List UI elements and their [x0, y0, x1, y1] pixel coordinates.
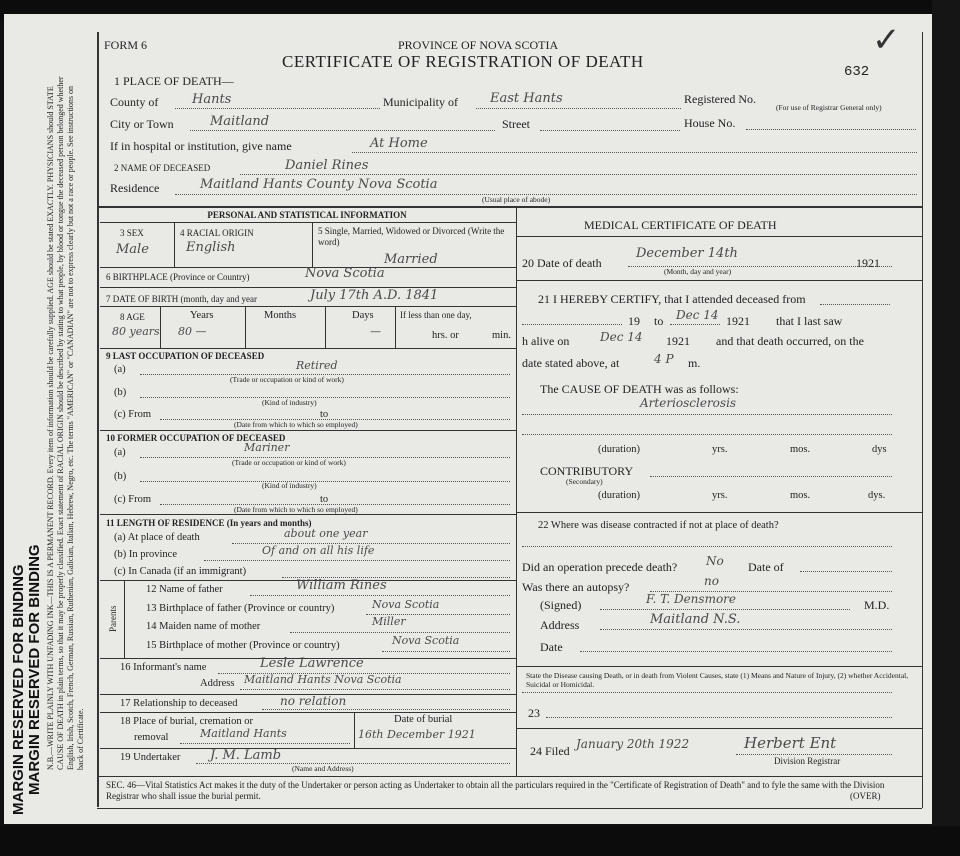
trade-note-2: (Trade or occupation or kind of work) — [232, 458, 346, 467]
informant-address-label: Address — [200, 678, 235, 689]
dates-note: (Date from which to which so employed) — [234, 420, 358, 429]
years-label: Years — [190, 310, 214, 321]
hrs-label: hrs. or — [432, 330, 459, 341]
sex-value: Male — [116, 242, 149, 257]
form-right-border — [922, 32, 923, 808]
alive-on-value: Dec 14 — [600, 330, 643, 344]
medical-rule-24 — [516, 728, 922, 729]
mother-label: 14 Maiden name of mother — [146, 621, 261, 632]
former-occupation-label: 10 FORMER OCCUPATION OF DECEASED — [106, 433, 286, 443]
row-rule-10 — [100, 430, 516, 431]
form-left-border — [97, 32, 99, 807]
min-label: min. — [492, 330, 511, 341]
date-of-death-year: 1921 — [856, 256, 880, 270]
months-label: Months — [264, 310, 297, 321]
county-line — [175, 108, 380, 109]
to-label-2: to — [320, 494, 329, 505]
burial-line — [180, 743, 350, 744]
medical-rule-21 — [516, 280, 922, 281]
row-rule-18 — [100, 712, 516, 713]
over-label: (OVER) — [850, 791, 881, 801]
registrar-note: Division Registrar — [774, 756, 841, 766]
residence-label: Residence — [110, 181, 160, 195]
row-rule-7 — [100, 287, 516, 288]
item-23-label: 23 — [528, 706, 540, 720]
filed-label: 24 Filed — [530, 744, 570, 758]
m-label: m. — [688, 356, 701, 370]
in-province-value: Of and on all his life — [262, 544, 375, 557]
form-number: FORM 6 — [104, 38, 148, 52]
operation-date-line — [800, 571, 892, 572]
yrs-label-2: yrs. — [712, 490, 728, 501]
nineteen-label: 19 — [628, 314, 640, 328]
father-birthplace-label: 13 Birthplace of father (Province or country) — [146, 603, 335, 614]
burial-date-label: Date of burial — [394, 714, 453, 725]
deceased-name-line — [240, 174, 917, 175]
industry-note: (Kind of industry) — [262, 398, 317, 407]
name-address-note: (Name and Address) — [292, 764, 354, 773]
check-mark: ✓ — [872, 22, 901, 59]
scan-right-border — [932, 0, 960, 856]
mother-line — [290, 632, 510, 633]
attended-from-line — [522, 324, 622, 325]
physician-address-value: Maitland N.S. — [650, 612, 741, 627]
hospital-line — [352, 152, 917, 153]
days-divider — [395, 306, 396, 348]
autopsy-value: no — [704, 574, 719, 588]
in-canada-label: (c) In Canada (if an immigrant) — [114, 566, 247, 577]
registrar-signature: Herbert Ent — [744, 734, 837, 752]
alive-label: h alive on — [522, 334, 570, 348]
binding-margin-text-2: MARGIN RESERVED FOR BINDING — [26, 544, 43, 795]
sec-46-note: SEC. 46—Vital Statistics Act makes it the duty of the Undertaker or person acting as Undertaker to obtain all the particulars required in the "Certificate of Registration of Death" and to fyle the same with the Division Registrar who shall issue the burial permit. — [106, 780, 885, 801]
contributory-label: CONTRIBUTORY — [540, 464, 634, 478]
father-line — [250, 595, 510, 596]
md-label: M.D. — [864, 598, 890, 612]
cause-value: Arteriosclerosis — [640, 396, 737, 410]
days-value: — — [370, 325, 381, 338]
residence-note: (Usual place of abode) — [482, 195, 551, 204]
city-value: Maitland — [210, 114, 270, 129]
house-no-label: House No. — [684, 116, 736, 130]
to-label-med: to — [654, 314, 664, 328]
parents-label: Parents — [108, 605, 118, 632]
burial-date-value: 16th December 1921 — [358, 728, 476, 741]
last-occ-b-line — [140, 397, 510, 398]
row-rule-8 — [100, 306, 516, 307]
disease-note: State the Disease causing Death, or in death from Violent Causes, state (1) Means and Nature of Injury, (2) whether Accidental, Suicidal or Homicidal. — [526, 671, 909, 689]
personal-info-heading: PERSONAL AND STATISTICAL INFORMATION — [207, 210, 407, 220]
autopsy-label: Was there an autopsy? — [522, 580, 630, 594]
at-place-value: about one year — [284, 527, 368, 540]
row-rule-11 — [100, 514, 516, 515]
relationship-label: 17 Relationship to deceased — [120, 698, 238, 709]
footer-rule — [97, 776, 922, 777]
signed-line — [600, 609, 850, 610]
date-stated-text: date stated above, at — [522, 356, 620, 370]
item-23-line — [546, 717, 892, 718]
age-label: 8 AGE — [120, 312, 145, 322]
dates-note-2: (Date from which to which so employed) — [234, 505, 358, 514]
trade-note: (Trade or occupation or kind of work) — [230, 375, 344, 384]
length-of-residence-label: 11 LENGTH OF RESIDENCE (In years and months) — [106, 518, 312, 528]
contributory-line — [650, 476, 892, 477]
attended-to-value: Dec 14 — [676, 308, 719, 322]
registered-no-label: Registered No. — [684, 92, 756, 106]
dys-label-2: dys. — [868, 490, 886, 501]
former-occupation-value: Mariner — [244, 441, 290, 454]
contracted-line — [522, 546, 892, 547]
residence-value: Maitland Hants County Nova Scotia — [200, 177, 438, 192]
burial-place-value: Maitland Hants — [200, 727, 287, 740]
municipality-label: Municipality of — [383, 95, 458, 109]
in-province-line — [204, 560, 510, 561]
province-title: PROVINCE OF NOVA SCOTIA — [398, 38, 559, 52]
last-occupation-value: Retired — [296, 359, 338, 372]
undertaker-label: 19 Undertaker — [120, 752, 181, 763]
duration-label-2: (duration) — [598, 490, 640, 501]
operation-value: No — [706, 554, 724, 568]
mother-birthplace-value: Nova Scotia — [392, 634, 460, 647]
relationship-line — [262, 709, 510, 710]
date-label-3: Date — [540, 640, 563, 654]
industry-note-2: (Kind of industry) — [262, 481, 317, 490]
father-label: 12 Name of father — [146, 584, 223, 595]
years-value: 80 — — [178, 325, 207, 338]
marital-label: 5 Single, Married, Widowed or Divorced (Write the word) — [318, 226, 505, 247]
last-occupation-label: 9 LAST OCCUPATION OF DECEASED — [106, 351, 265, 361]
hospital-label: If in hospital or institution, give name — [110, 139, 292, 153]
last-saw-text: that I last saw — [776, 314, 843, 328]
certify-line — [820, 304, 890, 305]
racial-divider — [312, 222, 313, 267]
section-divider — [97, 206, 922, 208]
scan-bottom-border — [0, 826, 960, 856]
date-of-label: Date of — [748, 560, 784, 574]
racial-value: English — [186, 240, 236, 255]
city-label: City or Town — [110, 117, 174, 131]
from-label: (c) From — [114, 409, 152, 420]
birthplace-label: 6 BIRTHPLACE (Province or Country) — [106, 272, 250, 282]
father-birthplace-value: Nova Scotia — [372, 598, 440, 611]
months-divider — [325, 306, 326, 348]
row-rule-9 — [100, 348, 516, 349]
place-of-death-label: 1 PLACE OF DEATH— — [114, 74, 234, 88]
informant-label: 16 Informant's name — [120, 662, 207, 673]
certify-text: 21 I HEREBY CERTIFY, that I attended deceased from — [538, 292, 806, 306]
death-occurred-text: and that death occurred, on the — [716, 334, 864, 348]
dob-label: 7 DATE OF BIRTH (month, day and year — [106, 294, 257, 304]
yrs-label-1: yrs. — [712, 444, 728, 455]
mos-label-1: mos. — [790, 444, 811, 455]
at-place-label: (a) At place of death — [114, 532, 200, 543]
column-divider — [516, 206, 517, 776]
physician-address-line — [600, 629, 892, 630]
street-line — [540, 130, 680, 131]
racial-label: 4 RACIAL ORIGIN — [180, 228, 254, 238]
cause-line-2 — [522, 434, 892, 435]
mother-birthplace-line — [382, 651, 510, 652]
filed-value: January 20th 1922 — [576, 737, 690, 751]
registered-note: (For use of Registrar General only) — [776, 103, 882, 112]
municipality-line — [476, 108, 681, 109]
medical-heading-rule — [516, 236, 922, 237]
mos-label-2: mos. — [790, 490, 811, 501]
binding-margin-text-1: MARGIN RESERVED FOR BINDING — [10, 564, 27, 815]
in-province-label: (b) In province — [114, 549, 177, 560]
alive-year: 1921 — [666, 334, 690, 348]
medical-heading: MEDICAL CERTIFICATE OF DEATH — [584, 218, 777, 232]
attended-year: 1921 — [726, 314, 750, 328]
burial-divider — [354, 712, 355, 748]
relationship-value: no relation — [280, 694, 347, 708]
date-note: (Month, day and year) — [664, 267, 732, 276]
dys-label-1: dys — [872, 444, 887, 455]
signed-label: (Signed) — [540, 598, 582, 612]
registrar-line — [736, 754, 892, 755]
house-no-line — [746, 129, 916, 130]
cause-label: The CAUSE OF DEATH was as follows: — [540, 382, 739, 396]
father-value: William Rines — [296, 578, 387, 593]
hospital-value: At Home — [370, 136, 428, 151]
removal-label: removal — [134, 732, 169, 743]
certificate-number: 632 — [844, 64, 870, 80]
date-of-death-label: 20 Date of death — [522, 256, 602, 270]
date-of-death-value: December 14th — [636, 246, 738, 261]
parents-divider — [124, 580, 125, 658]
age-value: 80 years — [112, 325, 160, 338]
personal-heading-rule — [100, 222, 516, 223]
county-value: Hants — [192, 92, 232, 107]
physician-address-label: Address — [540, 618, 580, 632]
days-label: Days — [352, 310, 374, 321]
mother-value: Miller — [372, 615, 406, 628]
former-occ-b-line — [140, 481, 510, 482]
signed-value: F. T. Densmore — [646, 592, 737, 606]
years-divider — [245, 306, 246, 348]
burial-label: 18 Place of burial, cremation or — [120, 716, 253, 727]
cause-line-1 — [522, 414, 892, 415]
sex-label: 3 SEX — [120, 228, 144, 238]
birthplace-value: Nova Scotia — [305, 266, 385, 281]
marital-value: Married — [384, 252, 438, 267]
note-line — [522, 692, 892, 693]
to-label: to — [320, 409, 329, 420]
informant-value: Lesle Lawrence — [260, 656, 364, 671]
hour-value: 4 P — [654, 352, 674, 366]
mother-birthplace-label: 15 Birthplace of mother (Province or country) — [146, 640, 340, 651]
contracted-label: 22 Where was disease contracted if not at place of death? — [538, 520, 779, 531]
city-line — [190, 130, 495, 131]
deceased-name-value: Daniel Rines — [285, 158, 369, 173]
dob-value: July 17th A.D. 1841 — [310, 288, 439, 303]
county-label: County of — [110, 95, 159, 109]
form-bottom-border — [97, 808, 922, 809]
duration-label-1: (duration) — [598, 444, 640, 455]
sex-divider — [174, 222, 175, 267]
age-divider — [160, 306, 161, 348]
row-rule-19 — [100, 748, 516, 749]
undertaker-value: J. M. Lamb — [210, 748, 282, 763]
medical-rule-22 — [516, 512, 922, 513]
attended-to-line — [670, 324, 720, 325]
instructions-note: N.B.—WRITE PLAINLY WITH UNFADING INK—THIS IS A PERMANENT RECORD. Every item of information should be carefully supplied. AGE should be stated EXACTLY. PHYSICIANS should STATE CAUSE OF DEATH in plain terms, so that it may be properly classified. Exact statement of RACIAL ORIGIN should be described by stating to what people, by blood or tongue the deceased person belonged whether English, Irish, Scotch, French, German, Russian, Ruthenian, Galician, Italian, Hebrew, Negro, etc. The terms "AMERICAN" or "CANADIAN" are not to express clearly but not a race or people. See instructions on back of Certificate. — [46, 76, 85, 770]
less-than-day-label: If less than one day, — [400, 310, 472, 320]
operation-label: Did an operation precede death? — [522, 560, 678, 574]
informant-address-line — [240, 689, 510, 690]
informant-address-value: Maitland Hants Nova Scotia — [244, 673, 402, 686]
secondary-note: (Secondary) — [566, 477, 603, 486]
date-line-3 — [580, 651, 892, 652]
deceased-name-label: 2 NAME OF DECEASED — [114, 163, 211, 173]
street-label: Street — [502, 117, 530, 131]
certificate-title: CERTIFICATE OF REGISTRATION OF DEATH — [282, 52, 644, 71]
municipality-value: East Hants — [490, 91, 563, 106]
from-label-2: (c) From — [114, 494, 152, 505]
medical-rule-note — [516, 666, 922, 667]
